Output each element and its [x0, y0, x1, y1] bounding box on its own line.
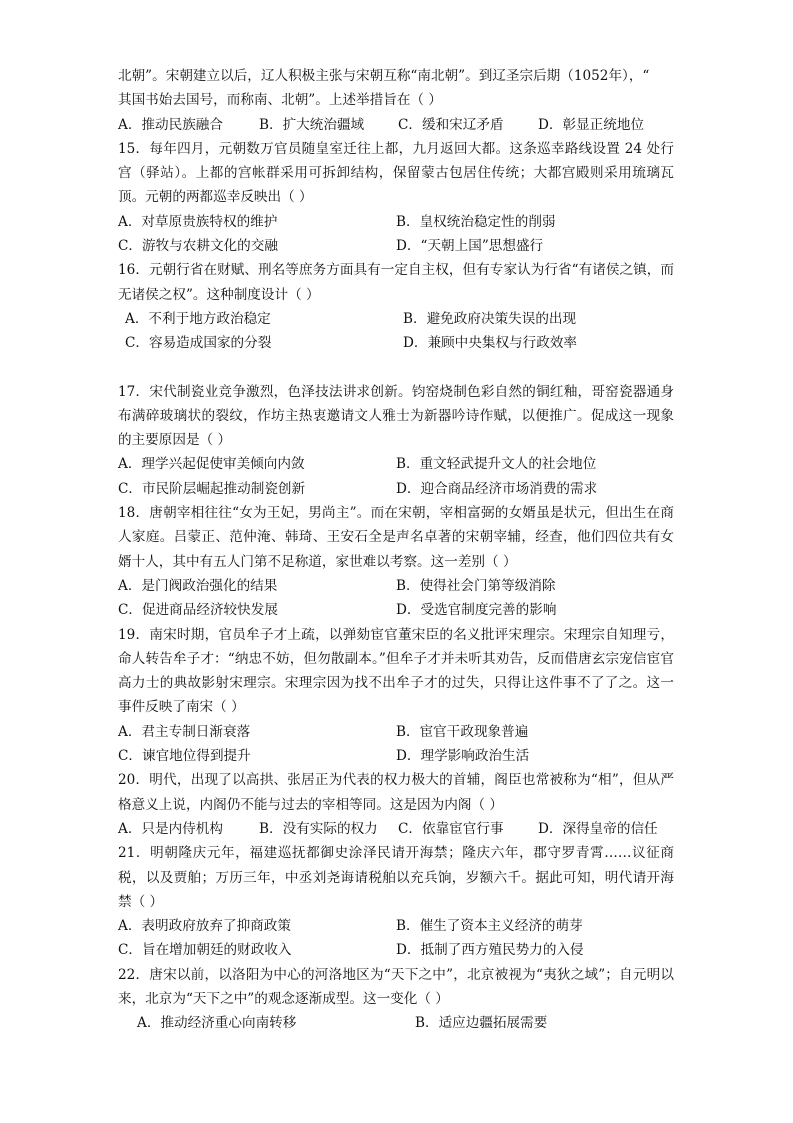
q18-option-a: A．是门阀政治强化的结果: [118, 577, 278, 594]
q21-option-a: A．表明政府放弃了抑商政策: [118, 918, 291, 935]
q21-options-row2: [118, 938, 674, 962]
q18-options-row1: [118, 574, 674, 598]
q15-option-c: C．游牧与农耕文化的交融: [118, 238, 278, 255]
q22-option-a: A．推动经济重心向南转移: [137, 1015, 297, 1032]
question-list: [118, 64, 674, 1036]
q17-option-a: A．理学兴起促使审美倾向内敛: [118, 456, 305, 473]
q21-option-d: D．抵制了西方殖民势力的入侵: [396, 942, 584, 959]
q21-stem: 21．明朝隆庆元年，福建巡抚都御史涂泽民请开海禁；隆庆六年，郡守罗青霄……议征商税，以及贾舶；万历三年，中丞刘尧诲请税舶以充兵饷，岁额六千。据此可知，明代请开海禁（ ）: [118, 845, 674, 910]
q14-option-a: A．推动民族融合: [118, 116, 223, 133]
q15-options-row1: [118, 210, 674, 234]
q19-option-b: B．宦官干政现象普遍: [396, 723, 529, 740]
q16-option-b: B．避免政府决策失误的出现: [403, 310, 577, 327]
q22-stem: 22．唐宋以前，以洛阳为中心的河洛地区为“天下之中”，北京被视为“夷狄之域”；自元明以来，北京为“天下之中”的观念逐渐成型。这一变化（ ）: [118, 966, 674, 1007]
q22-options-row1: [118, 1011, 674, 1035]
q16-options-row1: [118, 307, 674, 331]
q16-stem: 16．元朝行省在财赋、刑名等庶务方面具有一定自主权，但有专家认为行省“有诸侯之镇，而无诸侯之权”。这种制度设计（ ）: [118, 262, 674, 303]
q20-option-c: C．依靠宦官行事: [398, 820, 504, 837]
q21-options-row1: [118, 914, 674, 938]
q19-option-d: D．理学影响政治生活: [396, 748, 530, 765]
q21-option-c: C．旨在增加朝廷的财政收入: [118, 942, 292, 959]
q18-option-c: C．促进商品经济较快发展: [118, 602, 278, 619]
q21-option-b: B．催生了资本主义经济的萌芽: [396, 918, 583, 935]
q14-option-b: B．扩大统治疆域: [259, 116, 365, 133]
q18-options-row2: [118, 598, 674, 622]
q19-option-c: C．谏官地位得到提升: [118, 748, 251, 765]
q19-options-row2: [118, 744, 674, 768]
q16-option-d: D．兼顾中央集权与行政效率: [403, 335, 578, 352]
q17-options-row1: [118, 452, 674, 476]
q17-stem: 17．宋代制瓷业竞争激烈，色泽技法讲求创新。钧窑烧制色彩自然的铜红釉，哥窑瓷器通身布满碎玻璃状的裂纹，作坊主热衷邀请文人雅士为新器吟诗作赋，以便推广。促成这一现象的主要原因是（ ）: [118, 383, 674, 449]
q19-options-row1: [118, 720, 674, 744]
q17-option-b: B．重文轻武提升文人的社会地位: [396, 456, 597, 473]
q14-options: [118, 113, 674, 137]
q15-option-d: D．“天朝上国”思想盛行: [396, 238, 544, 255]
q19-option-a: A．君主专制日渐衰落: [118, 723, 251, 740]
q14-stem-line1: 北朝”。宋朝建立以后，辽人积极主张与宋朝互称“南北朝”。到辽圣宗后期（1052年），“: [118, 68, 650, 84]
q14-option-d: D．彰显正统地位: [538, 116, 645, 133]
blank-spacer: [118, 356, 674, 380]
q18-option-d: D．受选官制度完善的影响: [396, 602, 557, 619]
q17-option-d: D．迎合商品经济市场消费的需求: [396, 480, 598, 497]
q20-option-a: A．只是内侍机构: [118, 820, 223, 837]
q16-option-a: A．不利于地方政治稳定: [125, 310, 271, 327]
q15-options-row2: [118, 234, 674, 258]
q16-options-row2: [118, 331, 674, 355]
q15-option-a: A．对草原贵族特权的维护: [118, 213, 278, 230]
q14-stem-line2: 其国书始去国号，而称南、北朝”。上述举措旨在（ ）: [118, 92, 442, 109]
q17-option-c: C．市民阶层崛起推动制瓷创新: [118, 480, 306, 497]
q22-option-b: B．适应边疆拓展需要: [415, 1015, 548, 1032]
q16-option-c: C．容易造成国家的分裂: [125, 335, 272, 352]
q14-option-c: C．缓和宋辽矛盾: [398, 116, 504, 133]
q15-option-b: B．皇权统治稳定性的削弱: [396, 213, 556, 230]
q20-stem: 20．明代，出现了以高拱、张居正为代表的权力极大的首辅，阁臣也常被称为“相”，但从严格意义上说，内阁仍不能与过去的宰相等同。这是因为内阁（ ）: [118, 772, 674, 813]
q20-options: [118, 817, 674, 841]
q19-stem: 19．南宋时期，官员牟子才上疏，以弹劾宦官董宋臣的名义批评宋理宗。宋理宗自知理亏，命人转告牟子才：“纳忠不妨，但勿散副本。”但牟子才并未听其劝告，反而借唐玄宗宠信宦官高力士的典故影射宋理宗。宋理宗因为找不出牟子才的过失，只得让这件事不了了之。这一事件反映了南宋（ ）: [118, 626, 674, 716]
q18-stem: 18．唐朝宰相往往“女为王妃，男尚主”。而在宋朝，宰相富弼的女婿虽是状元，但出生在商人家庭。吕蒙正、范仲淹、韩琦、王安石全是声名卓著的宋朝宰辅，经查，他们四位共有女婿十人，其中有五人门第不足称道，家世难以考察。这一差别（ ）: [118, 505, 674, 570]
q18-option-b: B．使得社会门第等级消除: [396, 577, 556, 594]
q20-option-d: D．深得皇帝的信任: [538, 820, 658, 837]
q15-stem: 15．每年四月，元朝数万官员随皇室迁往上都，九月返回大都。这条巡幸路线设置 24 处行宫（驿站）。上都的宫帐群采用可拆卸结构，保留蒙古包居住传统；大都宫殿则采用琉璃瓦顶。元朝的两都巡幸反映出（ ）: [118, 140, 674, 206]
q20-option-b: B．没有实际的权力: [259, 820, 378, 837]
q17-options-row2: [118, 477, 674, 501]
